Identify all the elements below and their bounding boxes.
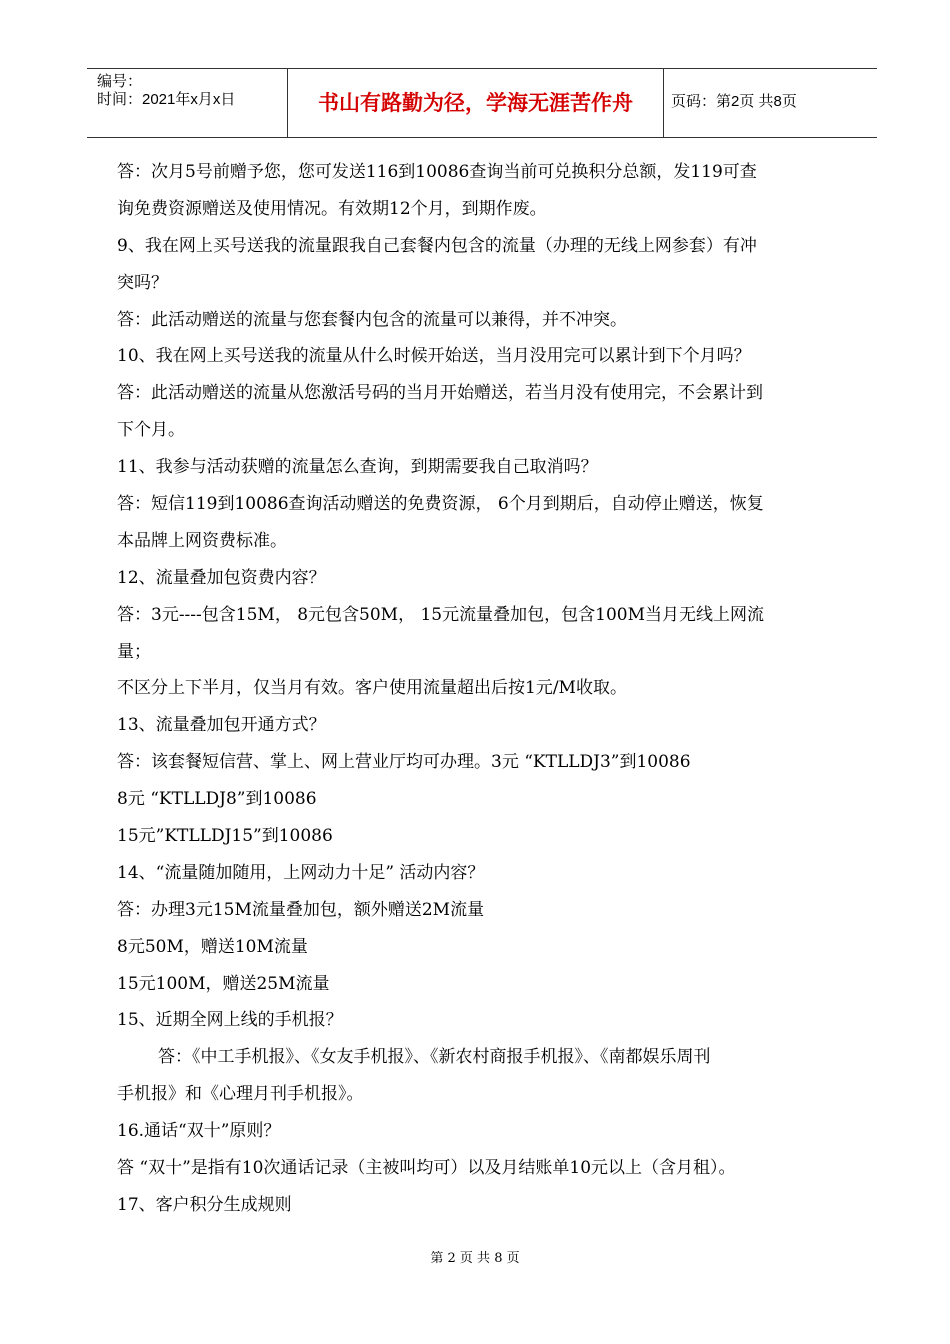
text-line: 答：该套餐短信营、掌上、网上营业厅均可办理。3元 “KTLLDJ3”到10086 [117,752,691,773]
text-line: 12、流量叠加包资费内容？ [117,567,326,588]
text-line: 答 “双十”是指有10次通话记录（主被叫均可）以及月结账单10元以上（含月租）。 [117,1158,736,1179]
header-left-cell [87,69,287,137]
document-number-label: 编号： [97,73,143,90]
text-line: 16.通话“双十”原则？ [117,1121,281,1142]
text-line: 答：3元----包含15M， 8元包含50M， 15元流量叠加包，包含100M当月无线上网流 [117,604,764,625]
text-line: 15元”KTLLDJ15”到10086 [117,826,333,847]
header-motto: 书山有路勤为径，学海无涯苦作舟 [318,92,633,115]
text-line: 答：短信119到10086查询活动赠送的免费资源， 6个月到期后，自动停止赠送，恢复 [117,494,764,515]
text-line: 突吗？ [117,272,168,293]
body-text [117,154,852,1224]
text-line: 13、流量叠加包开通方式？ [117,715,326,736]
header-right-cell [663,69,877,137]
text-line: 下个月。 [117,420,185,441]
text-line: 17、客户积分生成规则 [117,1194,292,1215]
header-middle-cell [287,69,664,137]
text-line: 9、我在网上买号送我的流量跟我自己套餐内包含的流量（办理的无线上网参套）有冲 [117,235,757,256]
text-line: 询免费资源赠送及使用情况。有效期12个月，到期作废。 [117,198,547,219]
text-line: 8元50M，赠送10M流量 [117,936,308,957]
document-time-label: 时间：2021年x月x日 [97,91,236,108]
text-line: 8元 “KTLLDJ8”到10086 [117,789,317,810]
text-line: 答：此活动赠送的流量与您套餐内包含的流量可以兼得，并不冲突。 [117,309,627,330]
page-header [87,68,877,138]
text-line: 答：《中工手机报》、《女友手机报》、《新农村商报手机报》、《南都娱乐周刊 [158,1047,711,1068]
header-page-info: 页码：第2页 共8页 [671,93,797,110]
text-line: 11、我参与活动获赠的流量怎么查询，到期需要我自己取消吗？ [117,457,598,478]
text-line: 答：办理3元15M流量叠加包，额外赠送2M流量 [117,899,485,920]
text-line: 14、“流量随加随用，上网动力十足” 活动内容？ [117,862,485,883]
text-line: 量； [117,641,151,662]
text-line: 本品牌上网资费标准。 [117,530,287,551]
text-line: 15元100M，赠送25M流量 [117,973,330,994]
text-line: 手机报》和《心理月刊手机报》。 [117,1084,364,1105]
text-line: 10、我在网上买号送我的流量从什么时候开始送，当月没用完可以累计到下个月吗？ [117,346,751,367]
text-line: 15、近期全网上线的手机报？ [117,1010,343,1031]
text-line: 答：此活动赠送的流量从您激活号码的当月开始赠送，若当月没有使用完，不会累计到 [117,383,763,404]
text-line: 答：次月5号前赠予您，您可发送116到10086查询当前可兑换积分总额，发119可查 [117,162,757,182]
text-line: 不区分上下半月，仅当月有效。客户使用流量超出后按1元/M收取。 [117,678,627,699]
page-footer: 第 2 页 共 8 页 [430,1251,520,1266]
